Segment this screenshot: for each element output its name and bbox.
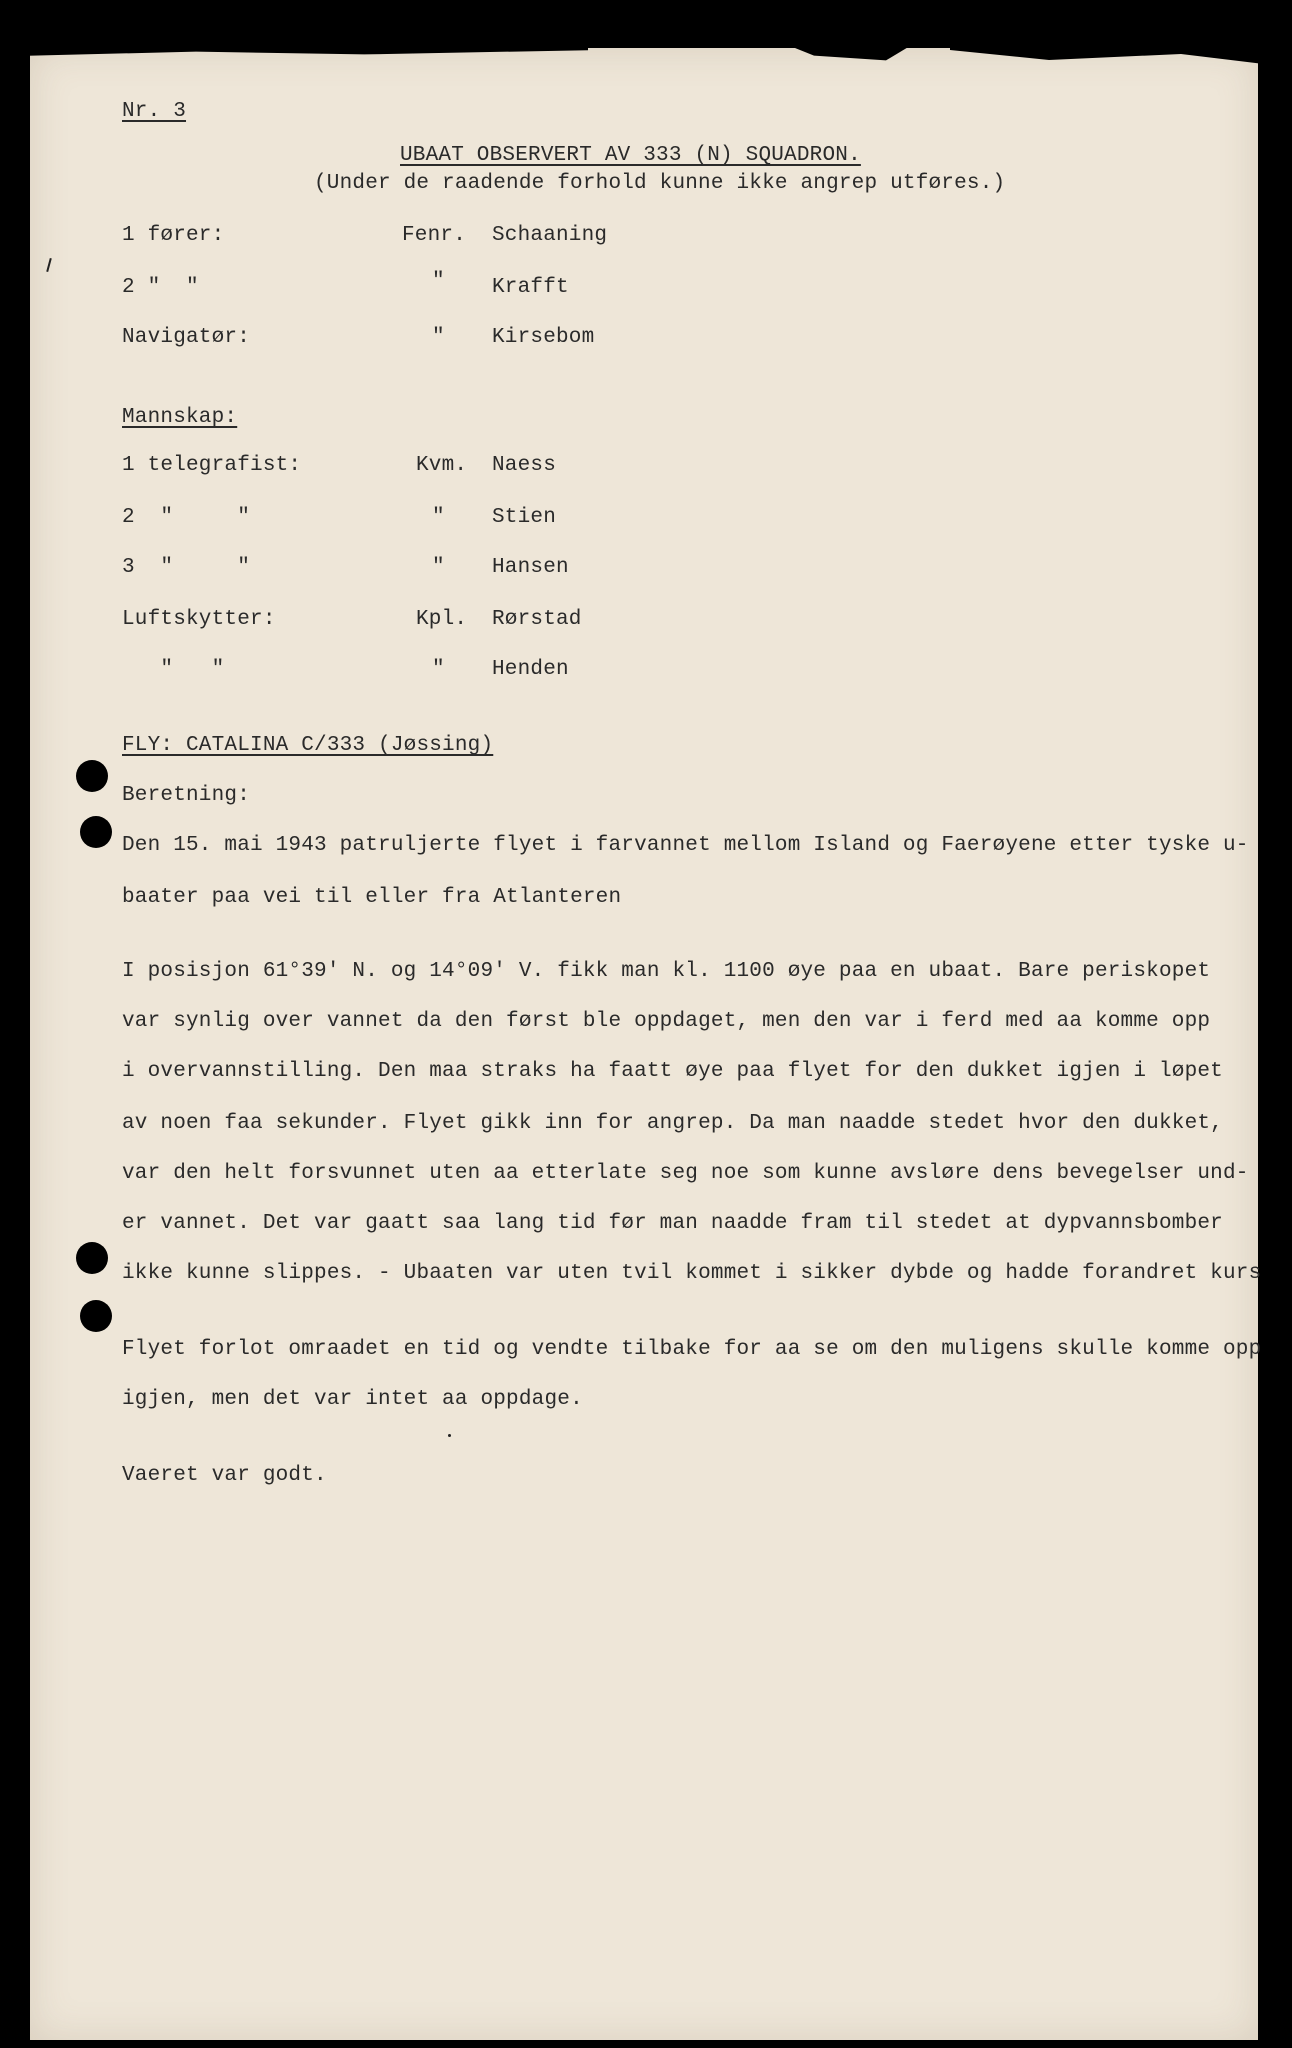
punch-hole bbox=[76, 760, 108, 792]
margin-mark bbox=[46, 258, 52, 272]
crew-heading: Mannskap: bbox=[122, 406, 238, 429]
paragraph-line: var synlig over vannet da den først ble oppdaget, men den var i ferd med aa komme opp bbox=[122, 1010, 1211, 1033]
paragraph-line: I posisjon 61°39' N. og 14°09' V. fikk man kl. 1100 øye paa en ubaat. Bare periskopet bbox=[122, 960, 1211, 983]
crew-rank: " bbox=[432, 556, 445, 579]
crew-role: 1 telegrafist: bbox=[122, 454, 302, 477]
paragraph-line: igjen, men det var intet aa oppdage. bbox=[122, 1388, 583, 1411]
paragraph-line: av noen faa sekunder. Flyet gikk inn for angrep. Da man naadde stedet hvor den dukket, bbox=[122, 1112, 1223, 1135]
crew-role: " " bbox=[122, 658, 225, 681]
crew-rank: " bbox=[432, 658, 445, 681]
torn-edge bbox=[790, 46, 910, 62]
officer-name: Kirsebom bbox=[492, 326, 595, 349]
crew-role: 3 " " bbox=[122, 556, 251, 579]
paragraph-line: er vannet. Det var gaatt saa lang tid før man naadde fram til stedet at dypvannsbomber bbox=[122, 1212, 1223, 1235]
punch-hole bbox=[80, 816, 112, 848]
paragraph-line: Den 15. mai 1943 patruljerte flyet i farvannet mellom Island og Faerøyene etter tyske u- bbox=[122, 834, 1249, 857]
paragraph-line: Flyet forlot omraadet en tid og vendte tilbake for aa se om den muligens skulle komme opp bbox=[122, 1338, 1262, 1361]
document-title: UBAAT OBSERVERT AV 333 (N) SQUADRON. bbox=[400, 144, 861, 167]
crew-role: Luftskytter: bbox=[122, 608, 276, 631]
crew-name: Stien bbox=[492, 506, 557, 529]
crew-rank: Kvm. bbox=[416, 454, 468, 477]
crew-role: 2 " " bbox=[122, 506, 251, 529]
document-number: Nr. 3 bbox=[122, 100, 187, 123]
officer-rank: " bbox=[432, 270, 445, 293]
paragraph-line: var den helt forsvunnet uten aa etterlate seg noe som kunne avsløre dens bevegelser und- bbox=[122, 1162, 1249, 1185]
paragraph-line: baater paa vei til eller fra Atlanteren bbox=[122, 886, 622, 909]
ink-dot bbox=[448, 1434, 451, 1437]
document-page bbox=[30, 48, 1262, 2040]
report-heading: Beretning: bbox=[122, 784, 251, 807]
paragraph-line: i overvannstilling. Den maa straks ha faatt øye paa flyet for den dukket igjen i løpet bbox=[122, 1060, 1223, 1083]
torn-edge bbox=[950, 46, 1280, 66]
officer-name: Krafft bbox=[492, 276, 569, 299]
aircraft-heading: FLY: CATALINA C/333 (Jøssing) bbox=[122, 734, 494, 757]
paragraph-line: ikke kunne slippes. - Ubaaten var uten tvil kommet i sikker dybde og hadde forandret kurs bbox=[122, 1262, 1262, 1285]
officer-rank: Fenr. bbox=[402, 224, 467, 247]
punch-hole bbox=[76, 1242, 108, 1274]
crew-name: Henden bbox=[492, 658, 569, 681]
paragraph-line: Vaeret var godt. bbox=[122, 1464, 327, 1487]
crew-name: Naess bbox=[492, 454, 557, 477]
officer-role: Navigatør: bbox=[122, 326, 251, 349]
officer-rank: " bbox=[432, 326, 445, 349]
officer-role: 1 fører: bbox=[122, 224, 225, 247]
crew-rank: " bbox=[432, 506, 445, 529]
officer-role: 2 " " bbox=[122, 276, 199, 299]
crew-name: Rørstad bbox=[492, 608, 582, 631]
document-subtitle: (Under de raadende forhold kunne ikke angrep utføres.) bbox=[314, 172, 1006, 195]
punch-hole bbox=[80, 1300, 112, 1332]
torn-edge bbox=[28, 46, 588, 60]
crew-rank: Kpl. bbox=[416, 608, 468, 631]
officer-name: Schaaning bbox=[492, 224, 608, 247]
crew-name: Hansen bbox=[492, 556, 569, 579]
